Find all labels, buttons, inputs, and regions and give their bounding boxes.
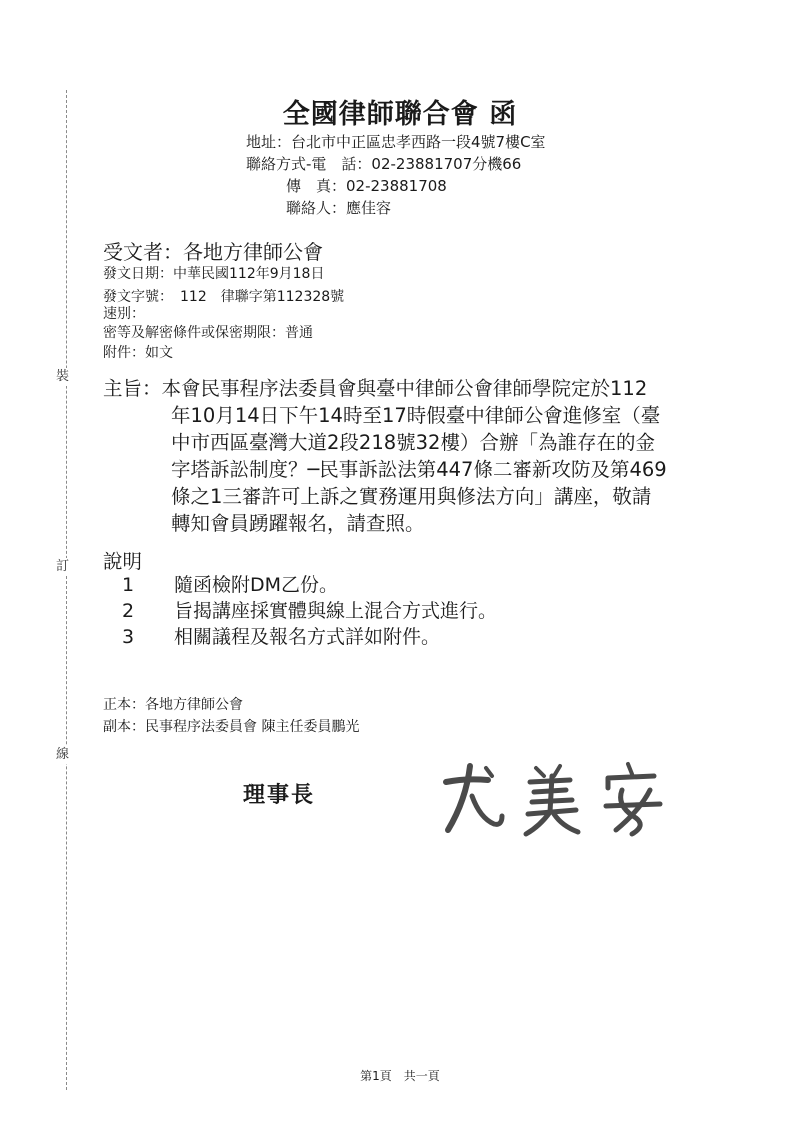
- subject-line-1: 主旨：本會民事程序法委員會與臺中律師公會律師學院定於112: [103, 377, 648, 400]
- explanation-item: [122, 596, 497, 623]
- document-title: 全國律師聯合會 函: [282, 99, 518, 130]
- sender-phone: 聯絡方式-電 話：02-23881707分機66: [246, 155, 522, 173]
- attachment-note: 附件：如文: [103, 345, 173, 361]
- explanation-item-number: 3: [122, 626, 135, 648]
- recipient: 受文者：各地方律師公會: [103, 240, 323, 264]
- binding-mark-zhuang: 裝: [56, 369, 70, 384]
- explanation-item-number: 2: [122, 600, 135, 622]
- subject-line-3: 中市西區臺灣大道2段218號32樓）合辦「為誰存在的金: [171, 431, 655, 454]
- page-indicator: 第1頁 共一頁: [360, 1069, 440, 1083]
- original-recipients: 正本：各地方律師公會: [103, 697, 243, 713]
- explanation-item: [122, 570, 338, 597]
- chairman-title: 理事長: [243, 783, 316, 808]
- contact-person: 聯絡人：應佳容: [286, 199, 392, 217]
- explanation-item-text: 隨函檢附DM乙份。: [174, 574, 339, 596]
- binding-mark-ding: 訂: [56, 559, 70, 574]
- signature-stamp: [436, 760, 666, 840]
- explanation-item: [122, 622, 440, 649]
- subject-line-4: 字塔訴訟制度？─民事訴訟法第447條二審新攻防及第469: [171, 458, 667, 481]
- binding-line: [66, 90, 67, 1090]
- subject-line-5: 條之1三審許可上訴之實務運用與修法方向」講座，敬請: [171, 485, 652, 508]
- sender-address: 地址：台北市中正區忠孝西路一段4號7樓C室: [246, 133, 546, 151]
- document-number: 發文字號： 112 律聯字第112328號: [103, 289, 345, 305]
- explanation-item-text: 旨揭講座採實體與線上混合方式進行。: [174, 600, 498, 622]
- copy-recipients: 副本：民事程序法委員會 陳主任委員鵬光: [103, 719, 360, 735]
- explanation-item-text: 相關議程及報名方式詳如附件。: [174, 626, 441, 648]
- explanation-heading: 說明: [103, 550, 143, 573]
- speed-class: 速別：: [103, 306, 145, 322]
- security-level: 密等及解密條件或保密期限：普通: [103, 325, 313, 341]
- sender-fax: 傳 真：02-23881708: [286, 177, 447, 195]
- subject-line-2: 年10月14日下午14時至17時假臺中律師公會進修室（臺: [171, 404, 661, 427]
- subject-line-6: 轉知會員踴躍報名，請查照。: [171, 512, 425, 535]
- explanation-item-number: 1: [122, 574, 135, 596]
- issue-date: 發文日期：中華民國112年9月18日: [103, 266, 325, 282]
- binding-mark-xian: 線: [56, 747, 70, 762]
